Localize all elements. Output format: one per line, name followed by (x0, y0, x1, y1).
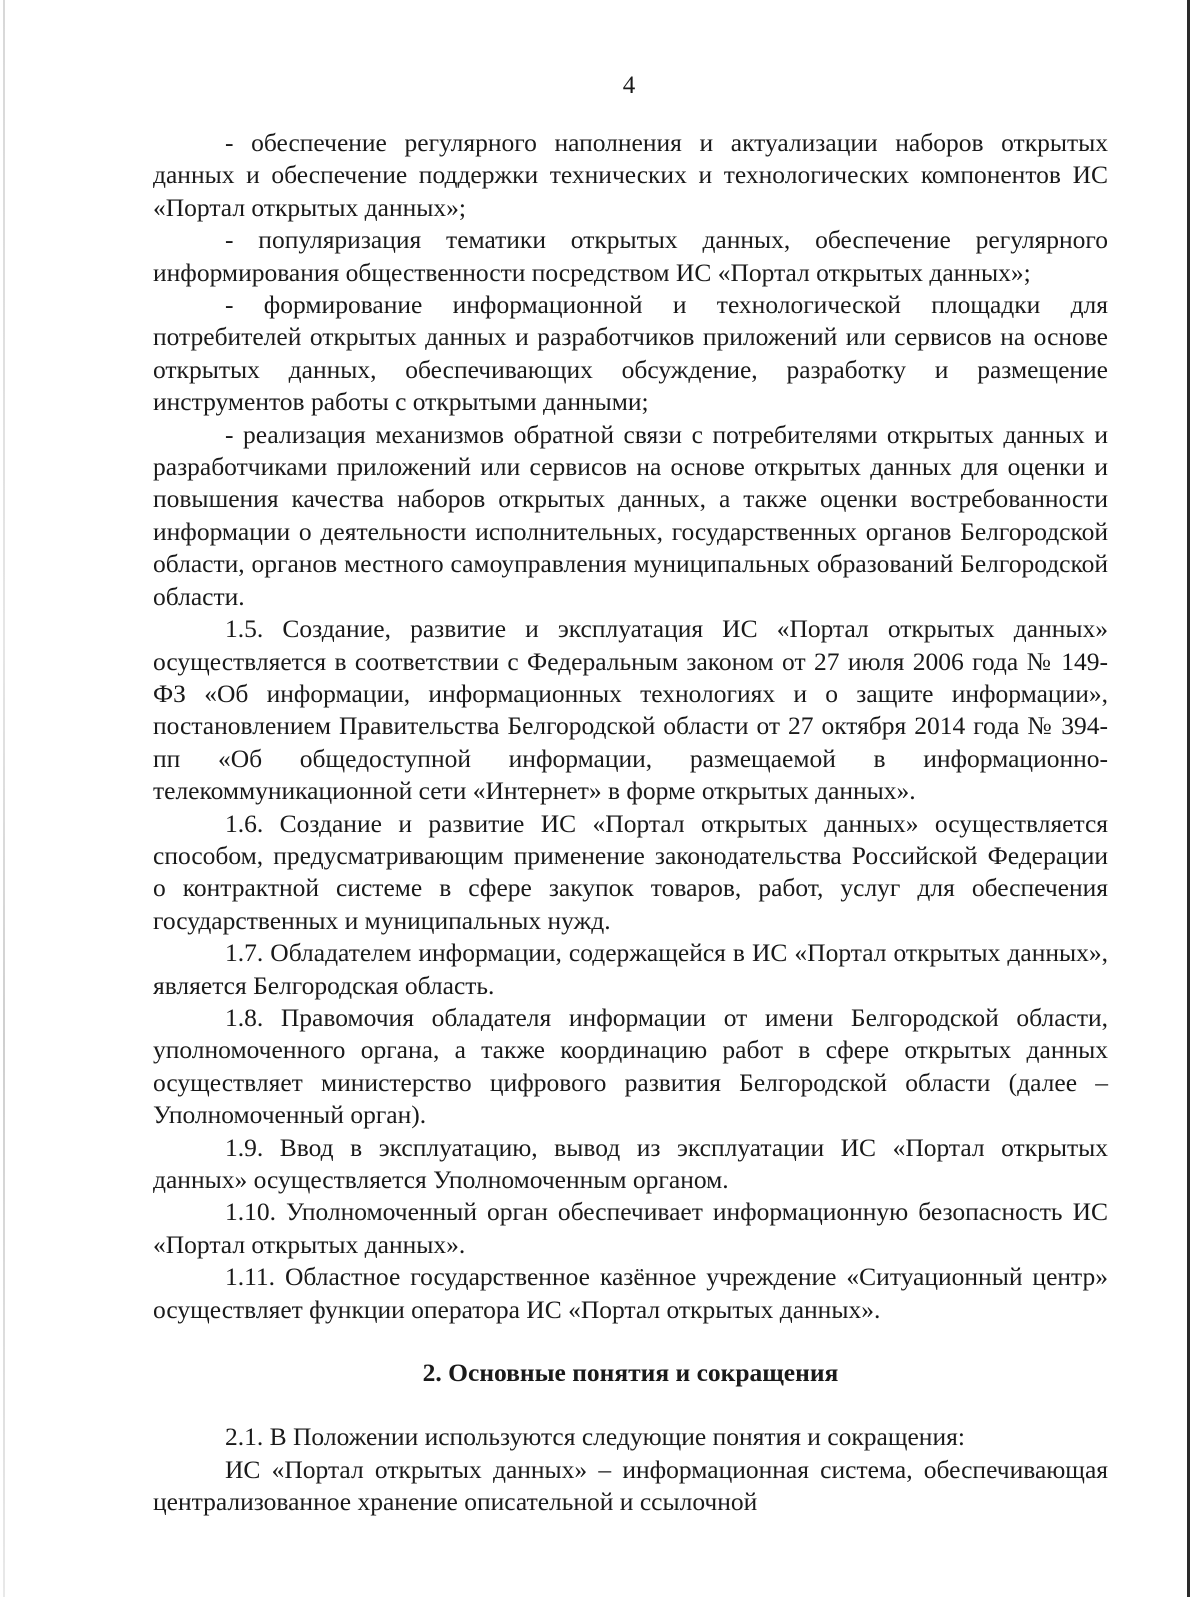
paragraph-1-11: 1.11. Областное государственное казённое учреждение «Ситуационный центр» осуществляет функции оператора ИС «Портал открытых данных». (153, 1262, 1108, 1324)
paragraph-ensuring-data-updates: - обеспечение регулярного наполнения и актуализации наборов открытых данных и обеспечение поддержки технических и технологических компонентов ИС «Портал открытых данных»; (153, 128, 1108, 222)
page-number: 4 (622, 72, 636, 99)
paragraph-1-6: 1.6. Создание и развитие ИС «Портал открытых данных» осуществляется способом, предусматривающим применение законодательства Российской Федерации о контрактной системе в сфере закупок товаров, работ, услуг для обеспечения государственных и муниципальных нужд. (153, 808, 1108, 935)
paragraph-platform-formation: - формирование информационной и технологической площадки для потребителей открытых данных и разработчиков приложений или сервисов на основе открытых данных, обеспечивающих обсуждение, разработку и размещение инструментов работы с открытыми данными; (153, 290, 1108, 417)
document-body (153, 127, 1108, 1519)
paragraph-1-8: 1.8. Правомочия обладателя информации от имени Белгородской области, уполномоченного органа, а также координацию работ в сфере открытых данных осуществляет министерство цифрового развития Белгородской области (далее – Уполномоченный орган). (153, 1002, 1108, 1130)
paragraph-2-1: 2.1. В Положении используются следующие понятия и сокращения: (225, 1422, 965, 1452)
paragraph-1-7: 1.7. Обладателем информации, содержащейся в ИС «Портал открытых данных», является Белгородская область. (153, 938, 1108, 1000)
paragraph-1-10: 1.10. Уполномоченный орган обеспечивает информационную безопасность ИС «Портал открытых данных». (153, 1197, 1108, 1259)
paragraph-definition-portal: ИС «Портал открытых данных» – информационная система, обеспечивающая централизованное хранение описательной и ссылочной (153, 1454, 1108, 1517)
scan-border-right (1187, 0, 1190, 1597)
paragraph-feedback-mechanisms: - реализация механизмов обратной связи с потребителями открытых данных и разработчиками приложений или сервисов на основе открытых данных для оценки и повышения качества наборов открытых данных, а также оценки востребованности информации о деятельности исполнительных, государственных органов Белгородской области, органов местного самоуправления муниципальных образований Белгородской области. (153, 419, 1108, 611)
paragraph-popularization: - популяризация тематики открытых данных, обеспечение регулярного информирования общественности посредством ИС «Портал открытых данных»; (153, 225, 1108, 287)
section-heading: 2. Основные понятия и сокращения (422, 1358, 839, 1388)
paragraph-1-5: 1.5. Создание, развитие и эксплуатация ИС «Портал открытых данных» осуществляется в соответствии с Федеральным законом от 27 июля 2006 года № 149-ФЗ «Об информации, информационных технологиях и о защите информации», постановлением Правительства Белгородской области от 27 октября 2014 года № 394-пп «Об общедоступной информации, размещаемой в информационно-телекоммуникационной сети «Интернет» в форме открытых данных». (153, 614, 1108, 806)
scan-border-left (3, 0, 5, 1597)
paragraph-1-9: 1.9. Ввод в эксплуатацию, вывод из эксплуатации ИС «Портал открытых данных» осуществляется Уполномоченным органом. (153, 1132, 1108, 1194)
